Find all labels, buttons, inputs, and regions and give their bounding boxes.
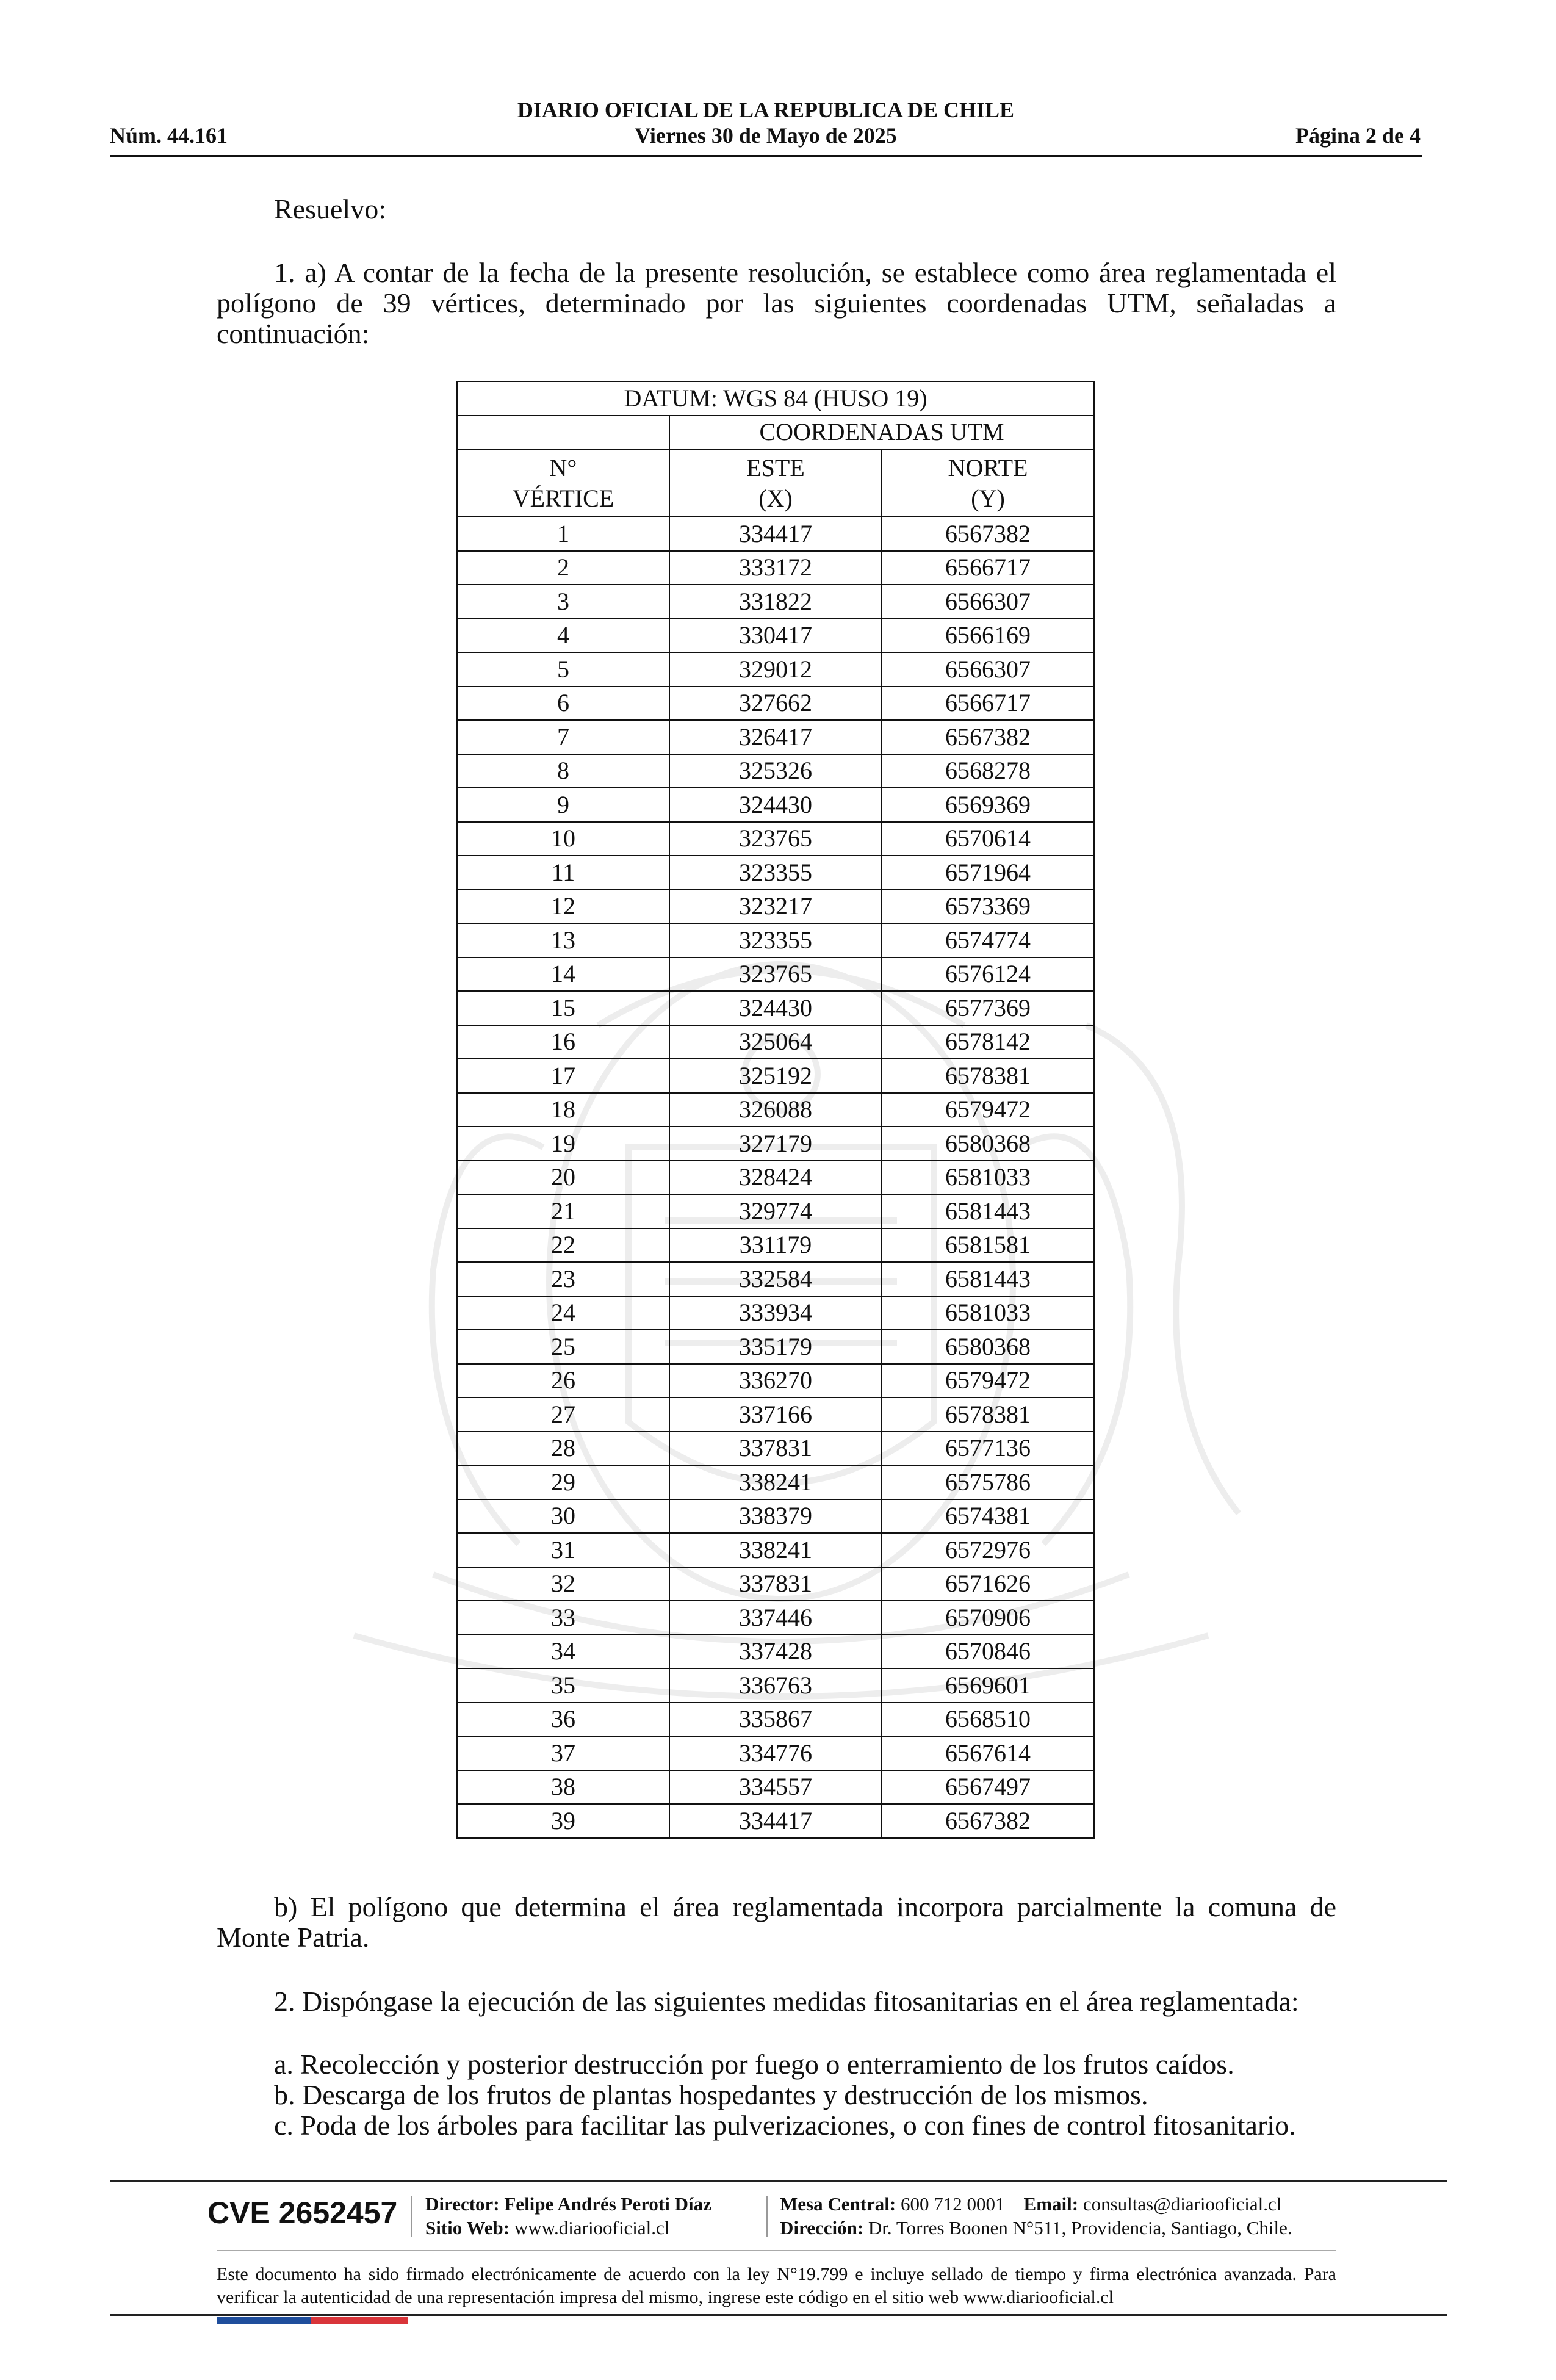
table-row xyxy=(457,1296,1094,1330)
norte-cell: 6578381 xyxy=(882,1397,1094,1432)
norte-cell: 6574381 xyxy=(882,1499,1094,1534)
vertex-cell: 38 xyxy=(457,1770,669,1805)
table-row xyxy=(457,1127,1094,1161)
vertex-cell: 11 xyxy=(457,856,669,890)
footer-divider xyxy=(110,2180,1447,2182)
este-cell: 332584 xyxy=(669,1262,882,1296)
norte-cell: 6573369 xyxy=(882,890,1094,924)
norte-cell: 6579472 xyxy=(882,1364,1094,1398)
norte-cell: 6567382 xyxy=(882,517,1094,551)
vertex-cell: 23 xyxy=(457,1262,669,1296)
table-row xyxy=(457,1635,1094,1669)
norte-cell: 6577369 xyxy=(882,991,1094,1025)
table-row xyxy=(457,585,1094,619)
vertex-cell: 13 xyxy=(457,923,669,957)
vertex-cell: 36 xyxy=(457,1703,669,1737)
vertex-header-line2: VÉRTICE xyxy=(512,484,614,512)
vertex-cell: 16 xyxy=(457,1025,669,1059)
vertex-cell: 31 xyxy=(457,1533,669,1567)
norte-cell: 6567382 xyxy=(882,720,1094,754)
table-row xyxy=(457,1194,1094,1228)
norte-cell: 6566307 xyxy=(882,585,1094,619)
este-cell: 324430 xyxy=(669,991,882,1025)
vertex-cell: 19 xyxy=(457,1127,669,1161)
este-cell: 331822 xyxy=(669,585,882,619)
resuelvo-heading: Resuelvo: xyxy=(274,193,386,225)
paragraph-1b: b) El polígono que determina el área reglamentada incorpora parcialmente la comuna de Monte Patria. xyxy=(217,1891,1336,1953)
table-row xyxy=(457,1330,1094,1364)
este-cell: 333172 xyxy=(669,551,882,585)
vertex-cell: 29 xyxy=(457,1465,669,1499)
table-row xyxy=(457,687,1094,721)
vertex-cell: 39 xyxy=(457,1804,669,1838)
este-cell: 323765 xyxy=(669,822,882,856)
measure-item-b: b. Descarga de los frutos de plantas hospedantes y destrucción de los mismos. xyxy=(274,2079,1148,2110)
norte-cell: 6567497 xyxy=(882,1770,1094,1805)
norte-cell: 6581033 xyxy=(882,1161,1094,1195)
vertex-header-line1: N° xyxy=(549,453,577,481)
vertex-cell: 22 xyxy=(457,1228,669,1263)
este-cell: 336763 xyxy=(669,1668,882,1703)
table-row xyxy=(457,1228,1094,1263)
este-cell: 325064 xyxy=(669,1025,882,1059)
table-row xyxy=(457,619,1094,653)
table-row xyxy=(457,652,1094,687)
norte-cell: 6568278 xyxy=(882,754,1094,788)
norte-header-line1: NORTE xyxy=(948,453,1028,481)
address-label: Dirección: xyxy=(780,2217,864,2238)
table-row xyxy=(457,822,1094,856)
este-cell: 323765 xyxy=(669,957,882,992)
norte-header-cell xyxy=(882,449,1094,517)
este-header-line2: (X) xyxy=(758,484,793,512)
table-row xyxy=(457,890,1094,924)
norte-cell: 6580368 xyxy=(882,1330,1094,1364)
este-cell: 337831 xyxy=(669,1432,882,1466)
table-header-row xyxy=(457,381,1094,416)
footer-separator xyxy=(411,2196,412,2237)
este-cell: 338241 xyxy=(669,1465,882,1499)
este-header-line1: ESTE xyxy=(746,453,805,481)
este-cell: 323355 xyxy=(669,923,882,957)
vertex-cell: 15 xyxy=(457,991,669,1025)
norte-cell: 6571964 xyxy=(882,856,1094,890)
vertex-cell: 6 xyxy=(457,687,669,721)
table-row xyxy=(457,1397,1094,1432)
norte-cell: 6566307 xyxy=(882,652,1094,687)
vertex-cell: 34 xyxy=(457,1635,669,1669)
vertex-cell: 14 xyxy=(457,957,669,992)
norte-cell: 6570906 xyxy=(882,1601,1094,1635)
vertex-cell: 3 xyxy=(457,585,669,619)
datum-cell: DATUM: WGS 84 (HUSO 19) xyxy=(457,381,1094,416)
footer-inner-divider xyxy=(217,2250,1336,2251)
table-row xyxy=(457,1533,1094,1567)
este-cell: 336270 xyxy=(669,1364,882,1398)
contact-line xyxy=(780,2193,1281,2216)
table-row xyxy=(457,517,1094,551)
publication-title: DIARIO OFICIAL DE LA REPUBLICA DE CHILE xyxy=(517,98,1015,122)
norte-cell: 6566717 xyxy=(882,551,1094,585)
vertex-cell: 2 xyxy=(457,551,669,585)
norte-cell: 6568510 xyxy=(882,1703,1094,1737)
table-row xyxy=(457,957,1094,992)
director-value: Felipe Andrés Peroti Díaz xyxy=(504,2193,711,2215)
norte-cell: 6580368 xyxy=(882,1127,1094,1161)
norte-cell: 6567614 xyxy=(882,1736,1094,1770)
table-row xyxy=(457,856,1094,890)
vertex-cell: 10 xyxy=(457,822,669,856)
norte-cell: 6579472 xyxy=(882,1093,1094,1127)
paragraph-1a: 1. a) A contar de la fecha de la presente resolución, se establece como área reglamentada el polígono de 39 vértices, determinado por las siguientes coordenadas UTM, señaladas a continuación: xyxy=(217,257,1336,349)
este-cell: 326088 xyxy=(669,1093,882,1127)
este-cell: 323217 xyxy=(669,890,882,924)
norte-cell: 6570846 xyxy=(882,1635,1094,1669)
este-cell: 334417 xyxy=(669,517,882,551)
table-row xyxy=(457,1668,1094,1703)
vertex-cell: 21 xyxy=(457,1194,669,1228)
norte-cell: 6577136 xyxy=(882,1432,1094,1466)
norte-cell: 6567382 xyxy=(882,1804,1094,1838)
vertex-cell: 18 xyxy=(457,1093,669,1127)
este-cell: 334776 xyxy=(669,1736,882,1770)
address-value: Dr. Torres Boonen N°511, Providencia, Santiago, Chile. xyxy=(868,2217,1292,2238)
table-header-row xyxy=(457,416,1094,450)
table-row xyxy=(457,1465,1094,1499)
table-row xyxy=(457,1567,1094,1601)
paragraph-2: 2. Dispóngase la ejecución de las siguientes medidas fitosanitarias en el área reglamentada: xyxy=(274,1986,1299,2017)
este-cell: 334557 xyxy=(669,1770,882,1805)
vertex-cell: 17 xyxy=(457,1059,669,1093)
norte-cell: 6569369 xyxy=(882,788,1094,822)
vertex-cell: 33 xyxy=(457,1601,669,1635)
este-cell: 330417 xyxy=(669,619,882,653)
norte-cell: 6578142 xyxy=(882,1025,1094,1059)
page-indicator: Página 2 de 4 xyxy=(1295,123,1421,148)
table-row xyxy=(457,720,1094,754)
este-cell: 327179 xyxy=(669,1127,882,1161)
table-row xyxy=(457,1025,1094,1059)
header-divider xyxy=(110,155,1422,157)
este-cell: 337428 xyxy=(669,1635,882,1669)
mesa-value: 600 712 0001 xyxy=(901,2193,1005,2215)
norte-cell: 6571626 xyxy=(882,1567,1094,1601)
este-cell: 326417 xyxy=(669,720,882,754)
table-header-row xyxy=(457,449,1094,517)
table-row xyxy=(457,788,1094,822)
coords-header-cell: COORDENADAS UTM xyxy=(669,416,1094,450)
norte-cell: 6569601 xyxy=(882,1668,1094,1703)
vertex-cell: 8 xyxy=(457,754,669,788)
empty-header-cell xyxy=(457,416,669,450)
table-row xyxy=(457,1499,1094,1534)
table-row xyxy=(457,991,1094,1025)
este-cell: 335179 xyxy=(669,1330,882,1364)
vertex-cell: 5 xyxy=(457,652,669,687)
address-line xyxy=(780,2216,1292,2240)
este-cell: 337166 xyxy=(669,1397,882,1432)
este-cell: 338379 xyxy=(669,1499,882,1534)
director-line xyxy=(425,2193,711,2216)
vertex-cell: 30 xyxy=(457,1499,669,1534)
este-cell: 334417 xyxy=(669,1804,882,1838)
email-label: Email: xyxy=(1023,2193,1079,2215)
norte-cell: 6581443 xyxy=(882,1194,1094,1228)
cve-code: CVE 2652457 xyxy=(207,2196,398,2230)
vertex-cell: 4 xyxy=(457,619,669,653)
vertex-cell: 25 xyxy=(457,1330,669,1364)
table-row xyxy=(457,754,1094,788)
este-cell: 338241 xyxy=(669,1533,882,1567)
vertex-cell: 37 xyxy=(457,1736,669,1770)
vertex-cell: 20 xyxy=(457,1161,669,1195)
norte-header-line2: (Y) xyxy=(971,484,1005,512)
table-row xyxy=(457,1059,1094,1093)
norte-cell: 6566717 xyxy=(882,687,1094,721)
norte-cell: 6574774 xyxy=(882,923,1094,957)
este-cell: 325326 xyxy=(669,754,882,788)
este-cell: 331179 xyxy=(669,1228,882,1263)
table-row xyxy=(457,1703,1094,1737)
issue-number: Núm. 44.161 xyxy=(110,123,228,148)
table-row xyxy=(457,1262,1094,1296)
table-row xyxy=(457,551,1094,585)
table-row xyxy=(457,1161,1094,1195)
vertex-cell: 7 xyxy=(457,720,669,754)
este-cell: 337831 xyxy=(669,1567,882,1601)
norte-cell: 6575786 xyxy=(882,1465,1094,1499)
vertex-cell: 9 xyxy=(457,788,669,822)
table-row xyxy=(457,1364,1094,1398)
este-cell: 327662 xyxy=(669,687,882,721)
este-cell: 333934 xyxy=(669,1296,882,1330)
vertex-cell: 24 xyxy=(457,1296,669,1330)
email-link[interactable]: consultas@diariooficial.cl xyxy=(1082,2193,1282,2215)
vertex-cell: 32 xyxy=(457,1567,669,1601)
footer-separator xyxy=(766,2196,768,2237)
este-cell: 323355 xyxy=(669,856,882,890)
este-cell: 328424 xyxy=(669,1161,882,1195)
norte-cell: 6581033 xyxy=(882,1296,1094,1330)
este-cell: 329012 xyxy=(669,652,882,687)
norte-cell: 6576124 xyxy=(882,957,1094,992)
norte-cell: 6578381 xyxy=(882,1059,1094,1093)
este-cell: 337446 xyxy=(669,1601,882,1635)
website-line xyxy=(425,2216,669,2240)
este-cell: 325192 xyxy=(669,1059,882,1093)
site-label: Sitio Web: xyxy=(425,2217,510,2238)
norte-cell: 6572976 xyxy=(882,1533,1094,1567)
footer-bottom-divider xyxy=(110,2314,1447,2316)
director-label: Director: xyxy=(425,2193,500,2215)
legal-notice: Este documento ha sido firmado electrónicamente de acuerdo con la ley N°19.799 e incluye sellado de tiempo y firma electrónica avanzada. Para verificar la autenticidad de una representación impresa del mismo, ingrese este código en el sitio web www.diariooficial.cl xyxy=(217,2264,1336,2307)
vertex-cell: 35 xyxy=(457,1668,669,1703)
vertex-cell: 27 xyxy=(457,1397,669,1432)
vertex-header-cell xyxy=(457,449,669,517)
issue-date: Viernes 30 de Mayo de 2025 xyxy=(635,123,897,148)
mesa-label: Mesa Central: xyxy=(780,2193,896,2215)
table-row xyxy=(457,1736,1094,1770)
table-row xyxy=(457,1770,1094,1805)
measure-item-a: a. Recolección y posterior destrucción por fuego o enterramiento de los frutos caídos. xyxy=(274,2049,1234,2080)
coordinates-table xyxy=(456,381,1095,1839)
flag-stripe-blue xyxy=(217,2317,311,2324)
vertex-cell: 28 xyxy=(457,1432,669,1466)
norte-cell: 6566169 xyxy=(882,619,1094,653)
table-row xyxy=(457,1093,1094,1127)
vertex-cell: 12 xyxy=(457,890,669,924)
este-cell: 335867 xyxy=(669,1703,882,1737)
este-header-cell xyxy=(669,449,882,517)
table-row xyxy=(457,923,1094,957)
measure-item-c: c. Poda de los árboles para facilitar las pulverizaciones, o con fines de control fitosanitario. xyxy=(274,2110,1296,2141)
este-cell: 329774 xyxy=(669,1194,882,1228)
vertex-cell: 1 xyxy=(457,517,669,551)
este-cell: 324430 xyxy=(669,788,882,822)
site-link[interactable]: www.diariooficial.cl xyxy=(514,2217,670,2238)
vertex-cell: 26 xyxy=(457,1364,669,1398)
flag-stripe-red xyxy=(311,2317,408,2324)
norte-cell: 6581443 xyxy=(882,1262,1094,1296)
table-row xyxy=(457,1432,1094,1466)
table-row xyxy=(457,1804,1094,1838)
table-row xyxy=(457,1601,1094,1635)
norte-cell: 6570614 xyxy=(882,822,1094,856)
norte-cell: 6581581 xyxy=(882,1228,1094,1263)
